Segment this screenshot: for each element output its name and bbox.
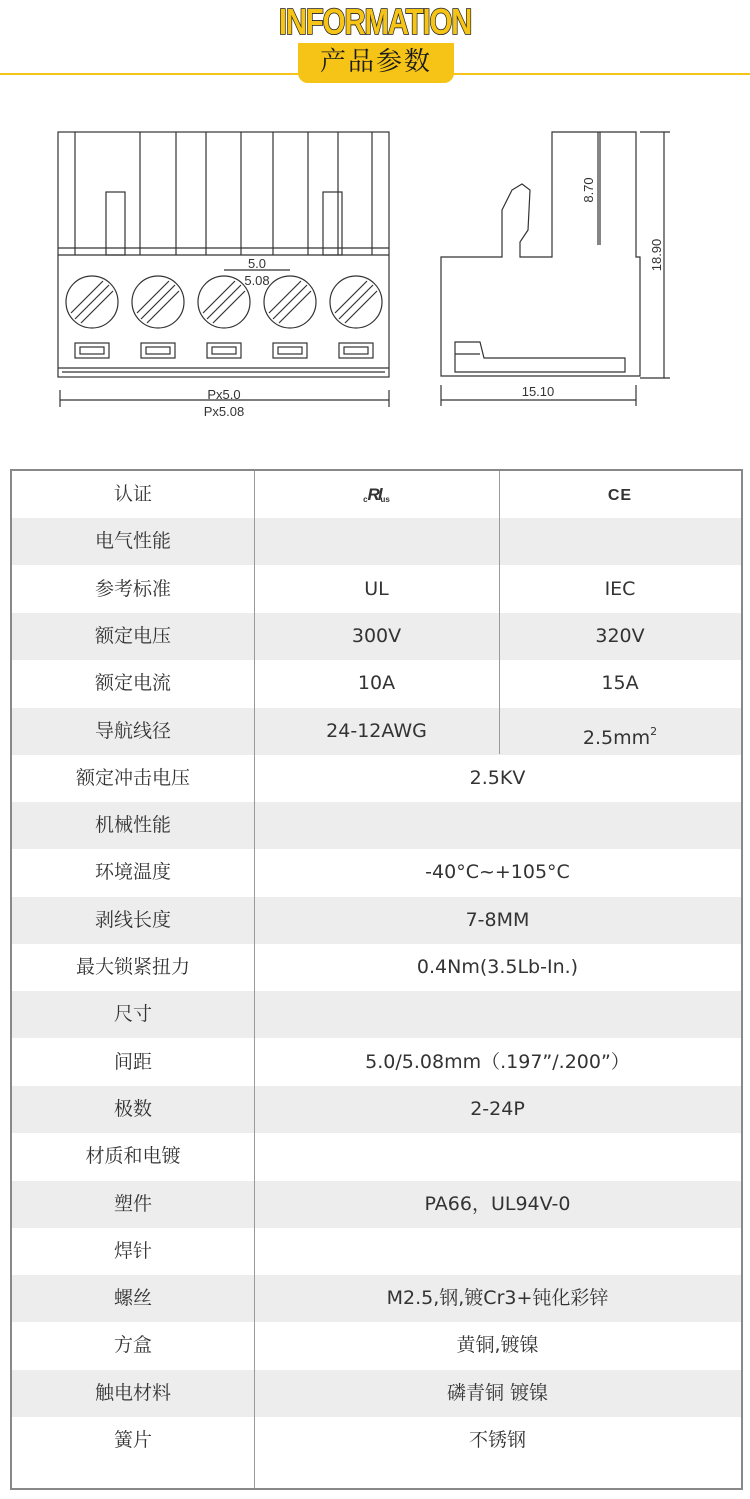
spec-value: 5.0/5.08mm（.197”/.200”） [365,1050,630,1073]
row-label: 导航线径 [94,719,171,742]
dimension-drawing [0,110,750,440]
ul-logo-mark: Rl [367,485,381,504]
page-title-english: INFORMATION [278,1,472,42]
row-label: 方盒 [113,1334,152,1357]
table-row-certification [12,471,741,518]
spec-value: PA66，UL94V-0 [424,1192,571,1215]
row-label: 极数 [113,1097,152,1120]
ul-logo-c: c [363,495,368,504]
table-row [12,897,741,944]
column-divider-label [254,471,255,1488]
spec-value: 不锈钢 [468,1429,526,1451]
table-row [12,1417,741,1464]
row-label: 塑件 [113,1192,152,1215]
row-label: 材质和电镀 [85,1145,181,1168]
ul-logo [363,471,390,523]
row-label: 剥线长度 [94,908,171,931]
row-label: 机械性能 [94,814,171,837]
row-label: 电气性能 [94,530,171,553]
table-row [12,944,741,991]
table-row [12,660,741,707]
iec-value: 320V [595,624,645,647]
spec-value: 2.5KV [469,766,526,789]
table-row [12,1181,741,1228]
row-label: 环境温度 [94,861,171,884]
table-row [12,518,741,565]
table-row [12,1370,741,1417]
page-title-chinese: 产品参数 [319,47,432,77]
ul-value: UL [364,577,389,600]
square-superscript: 2 [650,724,658,738]
row-label: 最大锁紧扭力 [75,956,190,978]
total-height-dim: 18.90 [649,238,664,272]
row-label: 簧片 [113,1429,152,1451]
table-row [12,849,741,896]
depth-dim: 15.10 [521,384,555,399]
row-label: 额定电压 [94,624,171,647]
table-row [12,1228,741,1275]
front-view [58,132,389,407]
pitch-dim-a: 5.0 [247,256,267,271]
upper-height-dim: 8.70 [581,177,596,203]
ul-cert-icon [254,471,499,518]
table-row [12,1133,741,1180]
ul-value: 24-12AWG [326,719,427,742]
spec-value: -40°C~+105°C [425,861,570,884]
total-dim-b: Px5.08 [203,404,245,419]
column-divider-standards [499,471,500,754]
side-view [441,132,670,406]
iec-value: $2.5mm^2$ [582,724,658,749]
row-label: 认证 [113,483,152,505]
screw-circles [66,276,382,328]
spec-value: 2-24P [470,1097,525,1120]
spec-value: 磷青铜 镀镍 [446,1381,549,1404]
row-label: 间距 [113,1050,152,1073]
ce-logo: CE [607,487,633,504]
ul-value: 10A [357,672,396,695]
spec-value: 7-8MM [465,908,530,931]
table-row [12,566,741,613]
table-row [12,1039,741,1086]
row-label: 额定冲击电压 [75,766,190,789]
table-row [12,755,741,802]
row-label: 触电材料 [94,1381,171,1404]
row-label: 焊针 [113,1239,152,1262]
table-row [12,802,741,849]
table-row [12,1086,741,1133]
ce-cert-icon [499,471,741,518]
pitch-dim-b: 5.08 [244,273,270,288]
table-row [12,613,741,660]
row-label: 螺丝 [113,1287,152,1310]
table-row [12,991,741,1038]
spec-value: M2.5,钢,镀Cr3+钝化彩锌 [386,1287,609,1310]
spec-table [10,469,743,1490]
ul-value: 300V [351,624,402,647]
spec-value: 0.4Nm(3.5Lb-In.) [416,956,579,978]
table-row [12,1322,741,1369]
ul-logo-us: us [380,495,390,504]
row-label: 额定电流 [94,672,171,695]
iec-value: IEC [604,577,636,600]
total-dim-a: Px5.0 [207,387,241,402]
row-label: 尺寸 [113,1003,152,1026]
iec-value: 15A [601,672,639,695]
row-label: 参考标准 [94,577,171,600]
table-row [12,1275,741,1322]
spec-value: 黄铜,镀镍 [456,1334,539,1357]
table-row [12,708,741,755]
